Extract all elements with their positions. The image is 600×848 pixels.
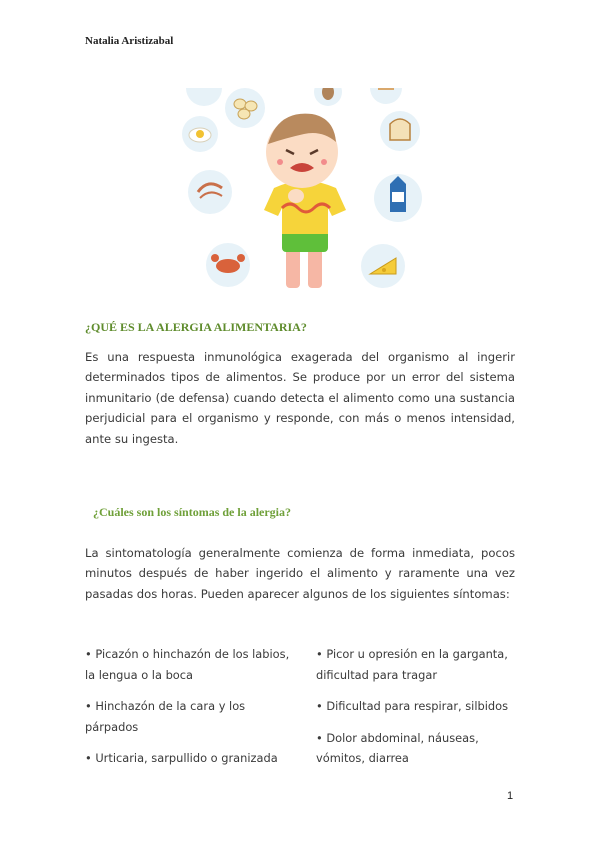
symptom-item: • Dolor abdominal, náuseas, vómitos, diarrea [316,730,479,765]
symptom-item: • Picor u opresión en la garganta, dificultad para tragar [316,647,508,682]
nut-icon [314,88,342,106]
symptom-item: • Dificultad para respirar, silbidos [316,699,509,713]
section-heading-symptoms: ¿Cuáles son los síntomas de la alergia? [93,505,292,519]
symptom-item: • Picazón o hinchazón de los labios, la lengua o la boca [85,647,290,682]
symptom-list-left [85,644,290,780]
eggs-icon [225,88,265,128]
allergic-child-illustration [178,88,422,298]
cheese-icon [361,244,405,288]
symptom-list-right [316,644,521,780]
section-heading-allergy: ¿QUÉ ES LA ALERGIA ALIMENTARIA? [85,320,307,334]
allergy-definition-paragraph: Es una respuesta inmunológica exagerada del organismo al ingerir determinados tipos de alimentos. Se produce por un error del sistema inmunitario (de defensa) cuando detecta el alimento como una sustancia perjudicial para el organismo y responde, con más o menos intensidad, ante su ingesta. [85,350,515,446]
symptom-item: • Urticaria, sarpullido o granizada [85,751,278,765]
shrimp-icon [188,170,232,214]
fried-egg-icon [182,116,218,152]
milk-carton-icon [374,174,422,222]
page-number: 1 [507,790,514,802]
symptoms-intro-paragraph: La sintomatología generalmente comienza de forma inmediata, pocos minutos después de haber ingerido el alimento y raramente una vez pasadas dos horas. Pueden aparecer algunos de los siguientes síntomas: [85,546,515,601]
symptom-item: • Hinchazón de la cara y los párpados [85,699,246,734]
bread-icon [380,111,420,151]
top-left-food-icon [186,88,222,106]
top-right-food-icon [370,88,402,104]
author-name: Natalia Aristizabal [85,35,174,47]
child-figure [264,114,346,288]
crab-icon [206,243,250,287]
